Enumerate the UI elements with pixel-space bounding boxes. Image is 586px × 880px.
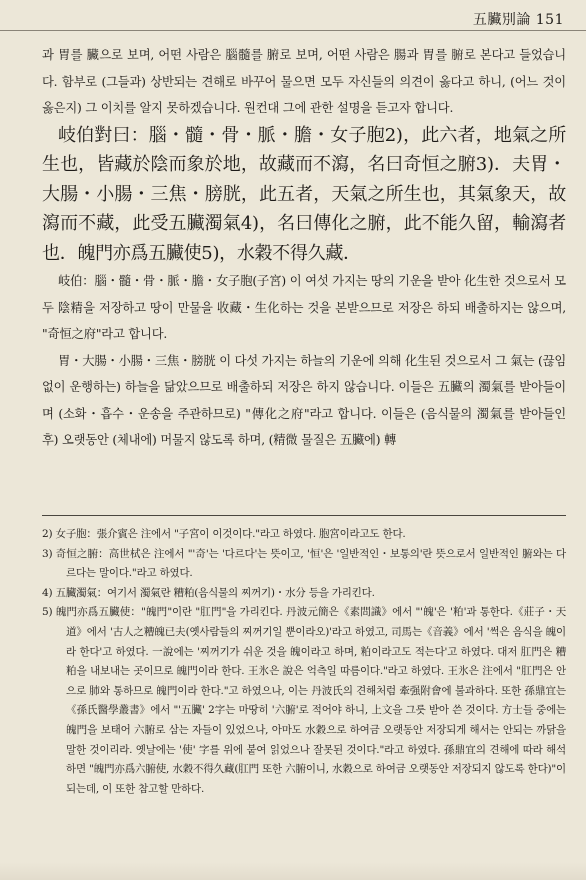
footnote-4: 4) 五臟濁氣：여기서 濁氣란 糟粕(음식물의 찌꺼기)・水分 등을 가리킨다.	[42, 586, 375, 599]
footnote-5: 5) 魄門亦爲五臟使："魄門"이란 "肛門"을 가리킨다. 丹波元簡은《素問識》에서 "'魄'은 '粕'과 통한다.《莊子・天道》에서 '古人之糟魄已夫(옛사람들의 찌꺼기일 뿐이라오)'라고 하였고, 司馬는《音義》에서 '썩은 음식을 魄이라 한다'고 하였다. 一說에는 '찌꺼기가 쉬운 것을 魄이라고 하며, 粕이라고도 적는다'고 하였다. 대저 肛門은 糟粕을 내보내는 곳이므로 魄門이라 한다. 王氷은 說은 억측일 따름이다."라고 하였다. 王氷은 注에서 "肛門은 안으로 肺와 통하므로 魄門이라 한다."고 하였으나, 이는 丹波氏의 견해처럼 牽强附會에 불과하다. 또한 孫鼎宜는《孫氏醫學叢書》에서 "'五臟' 2字는 마땅히 '六腑'로 적어야 하니, 上文을 그릇 받아 쓴 것이다. 方士들 중에는 魄門을 보태어 六腑로 삼는 자들이 있었으나, 아마도 水穀으로 하여금 오랫동안 저장되게 해서는 안되는 까닭을 말한 것이리라. 옛날에는 '使' 字를 위에 붙여 읽었으나 잘못된 것이다."라고 하였다. 孫鼎宜의 견해에 따라 해석하면 "魄門亦爲六腑使, 水穀不得久藏(肛門 또한 六腑이니, 水穀으로 하여금 오랫동안 저장되지 않도록 한다)"이 되는데, 이 또한 참고할 만하다.	[42, 606, 566, 795]
main-text	[42, 42, 566, 454]
translation-paragraph-2: 岐伯：腦・髓・骨・脈・膽・女子胞(子宮) 이 여섯 가지는 땅의 기운을 받아 化生한 것으로서 모두 陰精을 저장하고 땅이 만물을 收藏・生化하는 것을 본받으므로 저장은 하되 배출하지는 않으며, "奇恒之府"라고 합니다.	[42, 274, 566, 341]
classical-text: 岐伯對曰：腦・髓・骨・脈・膽・女子胞2)，此六者，地氣之所生也，皆藏於陰而象於地，故藏而不瀉，名曰奇恒之腑3)．夫胃・大腸・小腸・三焦・膀胱，此五者，天氣之所生也，其氣象天，故瀉而不藏，此受五臟濁氣4)，名曰傳化之腑，此不能久留，輸瀉者也．魄門亦爲五臟使5)，水穀不得久藏．	[42, 124, 566, 264]
footnote-3: 3) 奇恒之腑：高世栻은 注에서 "'奇'는 '다르다'는 뜻이고, '恒'은 '일반적인・보통의'란 뜻으로서 일반적인 腑와는 다르다는 말이다."라고 하였다.	[42, 547, 566, 580]
translation-paragraph-1: 과 胃를 臟으로 보며, 어떤 사람은 腦髓를 腑로 보며, 어떤 사람은 腸과 胃를 腑로 본다고 들었습니다. 함부로 (그들과) 상반되는 견해로 바꾸어 물으면 모두 자신들의 의견이 옳다고 하니, (어느 것이 옳은지) 그 이치를 알지 못하겠습니다. 원컨대 그에 관한 설명을 듣고자 합니다.	[42, 48, 566, 115]
footnotes	[42, 525, 566, 799]
footnote-divider	[42, 515, 566, 516]
header-rule	[0, 30, 586, 31]
translation-paragraph-3: 胃・大腸・小腸・三焦・膀胱 이 다섯 가지는 하늘의 기운에 의해 化生된 것으로서 그 氣는 (끊임없이 운행하는) 하늘을 닮았으므로 배출하되 저장은 하지 않습니다. 이들은 五臟의 濁氣를 받아들이며 (소화・흡수・운송을 주관하므로) "傳化之府"라고 합니다. 이들은 (음식물의 濁氣를 받아들인 후) 오랫동안 (체내에) 머물지 않도록 하며, (精微 물질은 五臟에) 轉	[42, 353, 566, 447]
footnote-2: 2) 女子胞：張介賓은 注에서 "子宮이 이것이다."라고 하였다. 胞宮이라고도 한다.	[42, 528, 406, 540]
page-bottom-shade	[0, 862, 586, 880]
running-head: 五臟別論 151	[472, 12, 564, 28]
